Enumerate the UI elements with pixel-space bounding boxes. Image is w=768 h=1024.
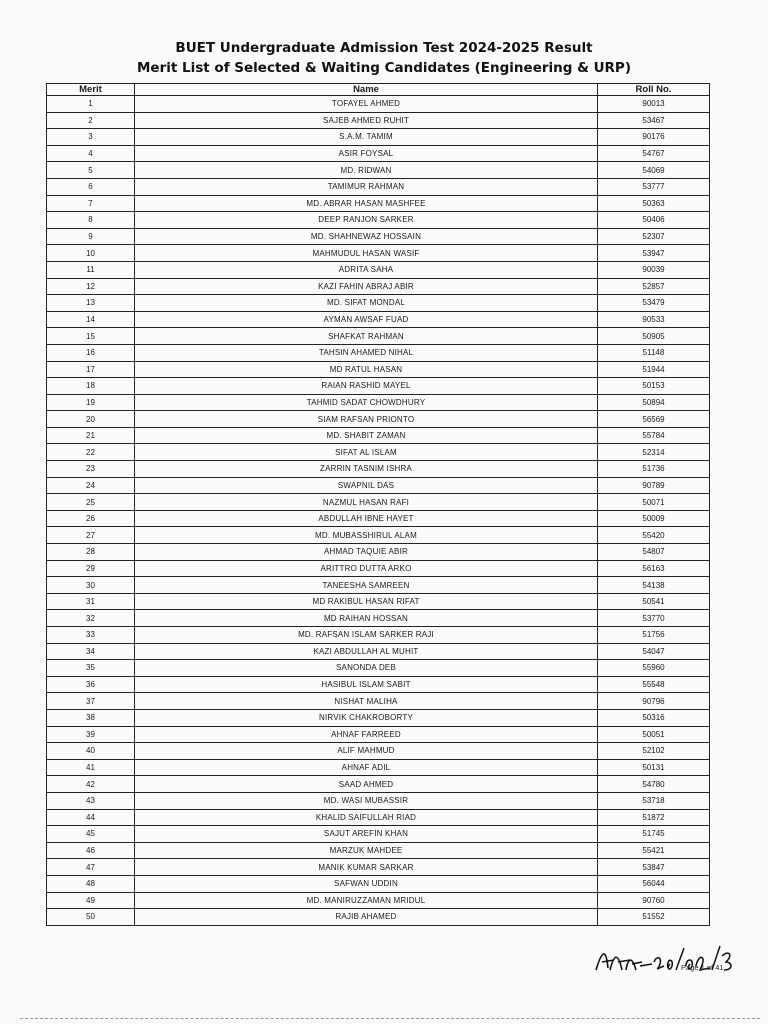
- roll-cell: 90796: [598, 693, 710, 710]
- name-cell: SHAFKAT RAHMAN: [135, 328, 598, 345]
- table-row: [47, 510, 710, 527]
- roll-cell: 54807: [598, 544, 710, 561]
- roll-cell: 50071: [598, 494, 710, 511]
- roll-cell: 90176: [598, 129, 710, 146]
- merit-cell: 25: [47, 494, 135, 511]
- table-row: [47, 527, 710, 544]
- merit-cell: 13: [47, 295, 135, 312]
- roll-cell: 90533: [598, 311, 710, 328]
- roll-cell: 53467: [598, 112, 710, 129]
- roll-cell: 54047: [598, 643, 710, 660]
- table-row: [47, 826, 710, 843]
- table-row: [47, 461, 710, 478]
- merit-cell: 8: [47, 212, 135, 229]
- merit-cell: 46: [47, 842, 135, 859]
- name-cell: TAMIMUR RAHMAN: [135, 178, 598, 195]
- merit-cell: 17: [47, 361, 135, 378]
- merit-cell: 40: [47, 743, 135, 760]
- table-header-row: [47, 84, 710, 96]
- table-row: [47, 693, 710, 710]
- table-row: [47, 228, 710, 245]
- table-row: [47, 195, 710, 212]
- merit-table: [46, 83, 710, 926]
- merit-cell: 27: [47, 527, 135, 544]
- merit-cell: 1: [47, 96, 135, 113]
- merit-cell: 45: [47, 826, 135, 843]
- merit-cell: 7: [47, 195, 135, 212]
- name-cell: MD. SIFAT MONDAL: [135, 295, 598, 312]
- table-row: [47, 792, 710, 809]
- roll-cell: 50363: [598, 195, 710, 212]
- merit-cell: 18: [47, 378, 135, 395]
- name-cell: NAZMUL HASAN RAFI: [135, 494, 598, 511]
- merit-cell: 34: [47, 643, 135, 660]
- name-cell: AHNAF ADIL: [135, 759, 598, 776]
- table-row: [47, 477, 710, 494]
- name-cell: ALIF MAHMUD: [135, 743, 598, 760]
- document-title: BUET Undergraduate Admission Test 2024-2025 Result: [175, 40, 593, 56]
- name-cell: SAFWAN UDDIN: [135, 875, 598, 892]
- name-cell: MD RAKIBUL HASAN RIFAT: [135, 593, 598, 610]
- merit-cell: 39: [47, 726, 135, 743]
- name-cell: MAHMUDUL HASAN WASIF: [135, 245, 598, 262]
- roll-cell: 90013: [598, 96, 710, 113]
- merit-cell: 11: [47, 261, 135, 278]
- column-header-roll: Roll No.: [598, 84, 710, 96]
- table-row: [47, 278, 710, 295]
- roll-cell: 51944: [598, 361, 710, 378]
- name-cell: RAIAN RASHID MAYEL: [135, 378, 598, 395]
- table-row: [47, 593, 710, 610]
- roll-cell: 90039: [598, 261, 710, 278]
- name-cell: AHNAF FARREED: [135, 726, 598, 743]
- name-cell: TOFAYEL AHMED: [135, 96, 598, 113]
- table-row: [47, 743, 710, 760]
- roll-cell: 55548: [598, 676, 710, 693]
- merit-cell: 26: [47, 510, 135, 527]
- roll-cell: 55420: [598, 527, 710, 544]
- name-cell: MD RATUL HASAN: [135, 361, 598, 378]
- merit-cell: 37: [47, 693, 135, 710]
- merit-cell: 12: [47, 278, 135, 295]
- merit-cell: 38: [47, 709, 135, 726]
- roll-cell: 50153: [598, 378, 710, 395]
- signature-handwritten: [592, 940, 742, 980]
- roll-cell: 53947: [598, 245, 710, 262]
- roll-cell: 50131: [598, 759, 710, 776]
- name-cell: TAHMID SADAT CHOWDHURY: [135, 394, 598, 411]
- table-row: [47, 328, 710, 345]
- table-row: [47, 178, 710, 195]
- table-row: [47, 444, 710, 461]
- scan-edge-line: [20, 1018, 760, 1019]
- roll-cell: 54780: [598, 776, 710, 793]
- table-row: [47, 212, 710, 229]
- name-cell: ABDULLAH IBNE HAYET: [135, 510, 598, 527]
- table-row: [47, 145, 710, 162]
- table-row: [47, 494, 710, 511]
- name-cell: MD. WASI MUBASSIR: [135, 792, 598, 809]
- table-row: [47, 776, 710, 793]
- table-row: [47, 709, 710, 726]
- table-row: [47, 875, 710, 892]
- name-cell: MD. SHAHNEWAZ HOSSAIN: [135, 228, 598, 245]
- table-row: [47, 112, 710, 129]
- table-row: [47, 261, 710, 278]
- merit-cell: 24: [47, 477, 135, 494]
- roll-cell: 50894: [598, 394, 710, 411]
- roll-cell: 51872: [598, 809, 710, 826]
- name-cell: SAJUT AREFIN KHAN: [135, 826, 598, 843]
- table-row: [47, 676, 710, 693]
- merit-cell: 5: [47, 162, 135, 179]
- merit-cell: 10: [47, 245, 135, 262]
- name-cell: MD RAIHAN HOSSAN: [135, 610, 598, 627]
- roll-cell: 51745: [598, 826, 710, 843]
- name-cell: SIFAT AL ISLAM: [135, 444, 598, 461]
- merit-cell: 41: [47, 759, 135, 776]
- table-row: [47, 842, 710, 859]
- merit-cell: 32: [47, 610, 135, 627]
- merit-cell: 29: [47, 560, 135, 577]
- roll-cell: 51756: [598, 627, 710, 644]
- roll-cell: 51148: [598, 344, 710, 361]
- column-header-merit: Merit: [47, 84, 135, 96]
- merit-cell: 48: [47, 875, 135, 892]
- name-cell: SAAD AHMED: [135, 776, 598, 793]
- roll-cell: 90760: [598, 892, 710, 909]
- name-cell: S.A.M. TAMIM: [135, 129, 598, 146]
- merit-cell: 33: [47, 627, 135, 644]
- roll-cell: 53718: [598, 792, 710, 809]
- column-header-name: Name: [135, 84, 598, 96]
- roll-cell: 50406: [598, 212, 710, 229]
- roll-cell: 55421: [598, 842, 710, 859]
- roll-cell: 51552: [598, 909, 710, 926]
- table-row: [47, 344, 710, 361]
- roll-cell: 50541: [598, 593, 710, 610]
- roll-cell: 50316: [598, 709, 710, 726]
- name-cell: AHMAD TAQUIE ABIR: [135, 544, 598, 561]
- table-row: [47, 427, 710, 444]
- roll-cell: 53847: [598, 859, 710, 876]
- merit-cell: 15: [47, 328, 135, 345]
- name-cell: SIAM RAFSAN PRIONTO: [135, 411, 598, 428]
- merit-cell: 2: [47, 112, 135, 129]
- name-cell: RAJIB AHAMED: [135, 909, 598, 926]
- merit-cell: 20: [47, 411, 135, 428]
- name-cell: MARZUK MAHDEE: [135, 842, 598, 859]
- table-row: [47, 809, 710, 826]
- table-row: [47, 311, 710, 328]
- merit-cell: 43: [47, 792, 135, 809]
- merit-cell: 30: [47, 577, 135, 594]
- roll-cell: 56569: [598, 411, 710, 428]
- name-cell: ADRITA SAHA: [135, 261, 598, 278]
- name-cell: DEEP RANJON SARKER: [135, 212, 598, 229]
- page-number: Page 1 of 41: [681, 963, 724, 972]
- table-row: [47, 560, 710, 577]
- roll-cell: 52314: [598, 444, 710, 461]
- merit-cell: 31: [47, 593, 135, 610]
- merit-cell: 49: [47, 892, 135, 909]
- table-row: [47, 295, 710, 312]
- name-cell: HASIBUL ISLAM SABIT: [135, 676, 598, 693]
- roll-cell: 53777: [598, 178, 710, 195]
- name-cell: KHALID SAIFULLAH RIAD: [135, 809, 598, 826]
- name-cell: KAZI ABDULLAH AL MUHIT: [135, 643, 598, 660]
- table-row: [47, 361, 710, 378]
- merit-cell: 21: [47, 427, 135, 444]
- name-cell: KAZI FAHIN ABRAJ ABIR: [135, 278, 598, 295]
- merit-cell: 44: [47, 809, 135, 826]
- table-row: [47, 162, 710, 179]
- name-cell: ARITTRO DUTTA ARKO: [135, 560, 598, 577]
- merit-cell: 47: [47, 859, 135, 876]
- name-cell: ASIR FOYSAL: [135, 145, 598, 162]
- table-row: [47, 643, 710, 660]
- roll-cell: 54069: [598, 162, 710, 179]
- name-cell: MD. RAFSAN ISLAM SARKER RAJI: [135, 627, 598, 644]
- table-row: [47, 859, 710, 876]
- name-cell: ZARRIN TASNIM ISHRA: [135, 461, 598, 478]
- roll-cell: 54138: [598, 577, 710, 594]
- roll-cell: 54767: [598, 145, 710, 162]
- table-row: [47, 726, 710, 743]
- table-row: [47, 909, 710, 926]
- name-cell: NISHAT MALIHA: [135, 693, 598, 710]
- roll-cell: 90789: [598, 477, 710, 494]
- roll-cell: 50009: [598, 510, 710, 527]
- roll-cell: 55784: [598, 427, 710, 444]
- table-row: [47, 411, 710, 428]
- name-cell: MD. SHABIT ZAMAN: [135, 427, 598, 444]
- table-row: [47, 892, 710, 909]
- table-row: [47, 660, 710, 677]
- roll-cell: 52307: [598, 228, 710, 245]
- name-cell: AYMAN AWSAF FUAD: [135, 311, 598, 328]
- table-row: [47, 759, 710, 776]
- name-cell: SANONDA DEB: [135, 660, 598, 677]
- merit-cell: 23: [47, 461, 135, 478]
- roll-cell: 56163: [598, 560, 710, 577]
- table-row: [47, 245, 710, 262]
- merit-cell: 16: [47, 344, 135, 361]
- table-row: [47, 544, 710, 561]
- name-cell: MANIK KUMAR SARKAR: [135, 859, 598, 876]
- name-cell: NIRVIK CHAKROBORTY: [135, 709, 598, 726]
- table-row: [47, 378, 710, 395]
- name-cell: TAHSIN AHAMED NIHAL: [135, 344, 598, 361]
- table-row: [47, 610, 710, 627]
- name-cell: SAJEB AHMED RUHIT: [135, 112, 598, 129]
- merit-cell: 6: [47, 178, 135, 195]
- merit-cell: 9: [47, 228, 135, 245]
- merit-cell: 19: [47, 394, 135, 411]
- roll-cell: 52102: [598, 743, 710, 760]
- document-subtitle: Merit List of Selected & Waiting Candidates (Engineering & URP): [136, 60, 631, 76]
- table-body: [47, 96, 710, 926]
- name-cell: MD. MUBASSHIRUL ALAM: [135, 527, 598, 544]
- merit-cell: 28: [47, 544, 135, 561]
- roll-cell: 53479: [598, 295, 710, 312]
- table-row: [47, 96, 710, 113]
- merit-cell: 4: [47, 145, 135, 162]
- roll-cell: 56044: [598, 875, 710, 892]
- merit-cell: 14: [47, 311, 135, 328]
- merit-cell: 50: [47, 909, 135, 926]
- name-cell: MD. ABRAR HASAN MASHFEE: [135, 195, 598, 212]
- roll-cell: 53770: [598, 610, 710, 627]
- merit-cell: 3: [47, 129, 135, 146]
- merit-cell: 42: [47, 776, 135, 793]
- roll-cell: 50051: [598, 726, 710, 743]
- roll-cell: 55960: [598, 660, 710, 677]
- roll-cell: 52857: [598, 278, 710, 295]
- merit-cell: 22: [47, 444, 135, 461]
- roll-cell: 51736: [598, 461, 710, 478]
- roll-cell: 50905: [598, 328, 710, 345]
- name-cell: TANEESHA SAMREEN: [135, 577, 598, 594]
- name-cell: MD. MANIRUZZAMAN MRIDUL: [135, 892, 598, 909]
- table-row: [47, 129, 710, 146]
- merit-cell: 35: [47, 660, 135, 677]
- table-row: [47, 577, 710, 594]
- table-row: [47, 627, 710, 644]
- table-row: [47, 394, 710, 411]
- merit-cell: 36: [47, 676, 135, 693]
- name-cell: MD. RIDWAN: [135, 162, 598, 179]
- name-cell: SWAPNIL DAS: [135, 477, 598, 494]
